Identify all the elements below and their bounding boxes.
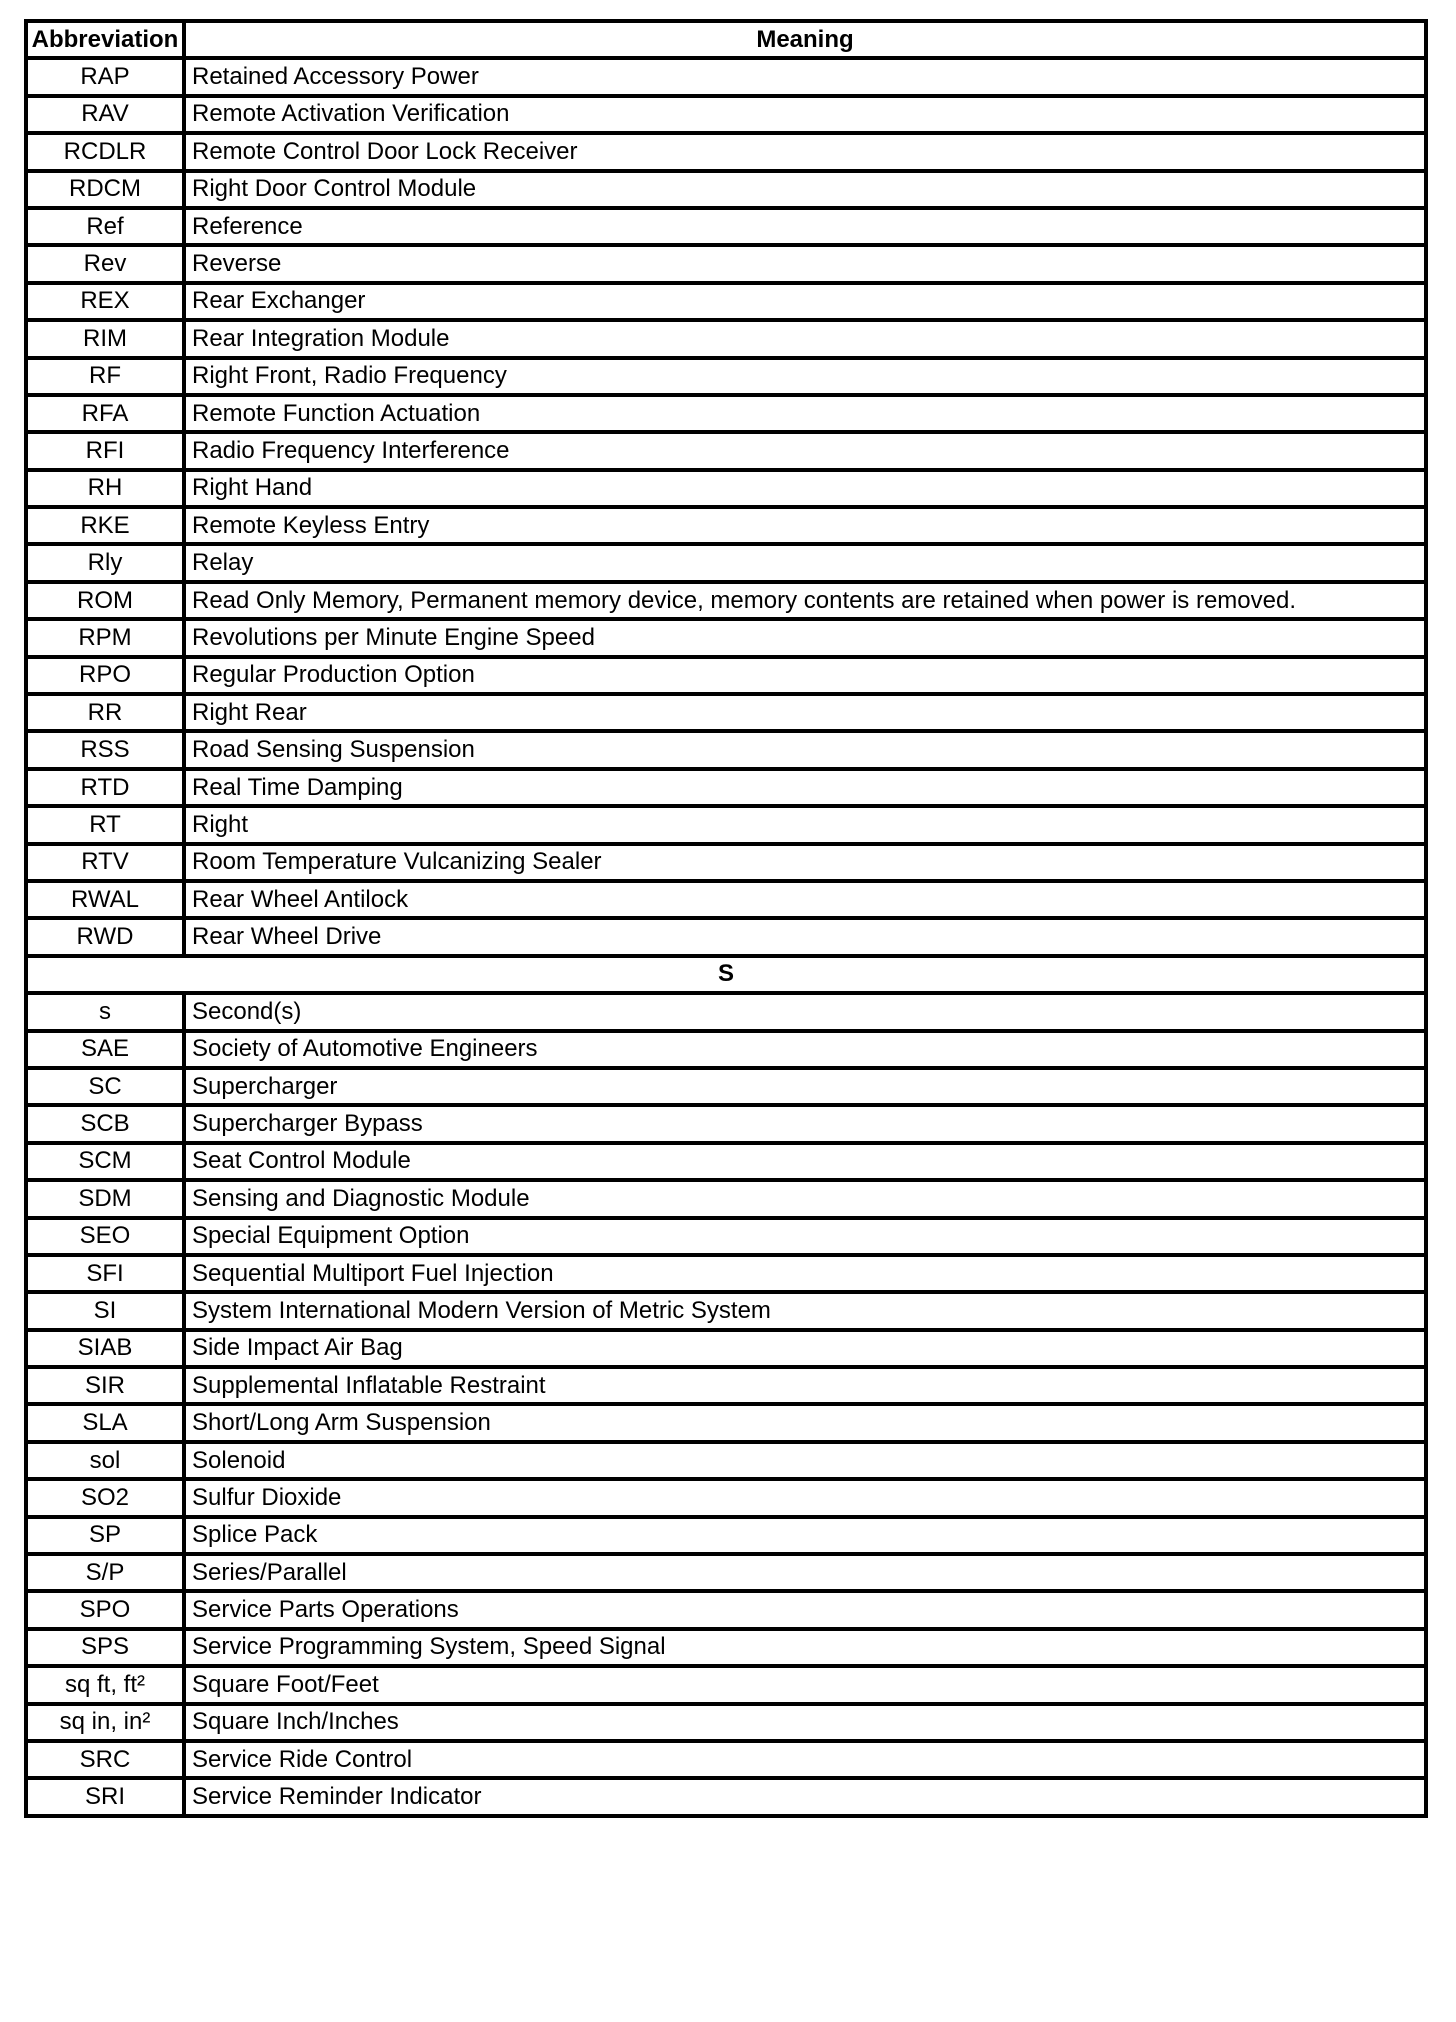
table-row [26,1517,1426,1554]
table-row [26,918,1426,955]
meaning-cell: Remote Function Actuation [184,395,1426,432]
meaning-cell: Rear Wheel Antilock [184,881,1426,918]
meaning-cell: Square Inch/Inches [184,1704,1426,1741]
table-row [26,582,1426,619]
table-row [26,844,1426,881]
meaning-cell: System International Modern Version of Metric System [184,1292,1426,1329]
meaning-cell: Right Door Control Module [184,171,1426,208]
abbreviation-cell: s [26,993,184,1030]
meaning-cell: Reverse [184,245,1426,282]
abbreviation-cell: RFA [26,395,184,432]
abbreviation-cell: REX [26,283,184,320]
meaning-cell: Society of Automotive Engineers [184,1031,1426,1068]
abbreviation-cell: Rev [26,245,184,282]
abbreviation-cell: RDCM [26,171,184,208]
section-header-s: S [26,956,1426,993]
table-row [26,769,1426,806]
abbreviation-cell: RR [26,694,184,731]
table-row [26,133,1426,170]
meaning-cell: Special Equipment Option [184,1218,1426,1255]
meaning-cell: Remote Keyless Entry [184,507,1426,544]
meaning-cell: Remote Control Door Lock Receiver [184,133,1426,170]
table-row [26,358,1426,395]
abbreviation-cell: SP [26,1517,184,1554]
meaning-cell: Radio Frequency Interference [184,432,1426,469]
table-row [26,694,1426,731]
table-row [26,1778,1426,1815]
abbreviation-cell: Ref [26,208,184,245]
abbreviation-cell: SEO [26,1218,184,1255]
table-row [26,395,1426,432]
table-row [26,1218,1426,1255]
table-row [26,283,1426,320]
abbreviation-cell: RTD [26,769,184,806]
table-row [26,1629,1426,1666]
abbreviation-cell: RAV [26,96,184,133]
table-row [26,1068,1426,1105]
table-row [26,1741,1426,1778]
abbreviation-cell: SC [26,1068,184,1105]
meaning-cell: Road Sensing Suspension [184,731,1426,768]
abbreviation-cell: SIAB [26,1330,184,1367]
meaning-cell: Service Programming System, Speed Signal [184,1629,1426,1666]
meaning-cell: Read Only Memory, Permanent memory device, memory contents are retained when power is removed. [184,582,1426,619]
table-row [26,1031,1426,1068]
abbreviation-cell: SCB [26,1105,184,1142]
abbreviation-cell: SFI [26,1255,184,1292]
table-row [26,1180,1426,1217]
meaning-cell: Sensing and Diagnostic Module [184,1180,1426,1217]
meaning-cell: Retained Accessory Power [184,58,1426,95]
table-row [26,881,1426,918]
table-header-row [26,21,1426,58]
abbreviation-column-header: Abbreviation [26,21,184,58]
meaning-cell: Second(s) [184,993,1426,1030]
table-row [26,1591,1426,1628]
abbreviation-cell: RPO [26,657,184,694]
abbreviation-cell: RFI [26,432,184,469]
meaning-cell: Solenoid [184,1442,1426,1479]
abbreviation-cell: SRI [26,1778,184,1815]
abbreviation-cell: RTV [26,844,184,881]
meaning-cell: Splice Pack [184,1517,1426,1554]
abbreviation-cell: RKE [26,507,184,544]
abbreviation-cell: sq ft, ft² [26,1666,184,1703]
abbreviation-cell: RF [26,358,184,395]
meaning-cell: Room Temperature Vulcanizing Sealer [184,844,1426,881]
table-row [26,171,1426,208]
meaning-cell: Right Rear [184,694,1426,731]
abbreviation-cell: Rly [26,544,184,581]
section-header-row [26,956,1426,993]
meaning-cell: Supercharger Bypass [184,1105,1426,1142]
table-row [26,544,1426,581]
table-row [26,1442,1426,1479]
abbreviation-cell: RH [26,470,184,507]
abbreviation-cell: SAE [26,1031,184,1068]
abbreviation-cell: SI [26,1292,184,1329]
abbreviation-cell: SCM [26,1143,184,1180]
abbreviation-cell: ROM [26,582,184,619]
meaning-cell: Reference [184,208,1426,245]
table-row [26,1367,1426,1404]
table-row [26,619,1426,656]
meaning-cell: Rear Exchanger [184,283,1426,320]
abbreviation-cell: RIM [26,320,184,357]
meaning-cell: Service Parts Operations [184,1591,1426,1628]
table-row [26,1292,1426,1329]
table-row [26,58,1426,95]
meaning-cell: Remote Activation Verification [184,96,1426,133]
abbreviation-cell: RSS [26,731,184,768]
table-row [26,1704,1426,1741]
meaning-cell: Supercharger [184,1068,1426,1105]
abbreviation-cell: RAP [26,58,184,95]
abbreviation-cell: SIR [26,1367,184,1404]
table-row [26,507,1426,544]
abbreviation-table [24,19,1428,1818]
meaning-cell: Sulfur Dioxide [184,1479,1426,1516]
abbreviation-cell: S/P [26,1554,184,1591]
meaning-cell: Real Time Damping [184,769,1426,806]
meaning-cell: Service Reminder Indicator [184,1778,1426,1815]
meaning-cell: Series/Parallel [184,1554,1426,1591]
abbreviation-cell: SO2 [26,1479,184,1516]
table-row [26,1105,1426,1142]
table-row [26,208,1426,245]
table-row [26,657,1426,694]
meaning-cell: Right [184,806,1426,843]
meaning-cell: Square Foot/Feet [184,1666,1426,1703]
meaning-cell: Relay [184,544,1426,581]
meaning-cell: Revolutions per Minute Engine Speed [184,619,1426,656]
abbreviation-cell: sol [26,1442,184,1479]
abbreviation-cell: RT [26,806,184,843]
abbreviation-cell: RWAL [26,881,184,918]
abbreviation-cell: SDM [26,1180,184,1217]
meaning-cell: Rear Integration Module [184,320,1426,357]
table-row [26,245,1426,282]
meaning-cell: Seat Control Module [184,1143,1426,1180]
meaning-cell: Right Hand [184,470,1426,507]
meaning-cell: Rear Wheel Drive [184,918,1426,955]
table-row [26,1554,1426,1591]
table-row [26,1143,1426,1180]
meaning-cell: Side Impact Air Bag [184,1330,1426,1367]
table-row [26,320,1426,357]
abbreviation-cell: SRC [26,1741,184,1778]
table-row [26,96,1426,133]
table-row [26,432,1426,469]
table-row [26,1330,1426,1367]
table-row [26,993,1426,1030]
abbreviation-cell: RPM [26,619,184,656]
meaning-cell: Sequential Multiport Fuel Injection [184,1255,1426,1292]
abbreviation-cell: sq in, in² [26,1704,184,1741]
meaning-cell: Regular Production Option [184,657,1426,694]
table-row [26,1479,1426,1516]
table-row [26,1404,1426,1441]
meaning-column-header: Meaning [184,21,1426,58]
abbreviation-cell: SPS [26,1629,184,1666]
meaning-cell: Right Front, Radio Frequency [184,358,1426,395]
table-row [26,731,1426,768]
table-row [26,806,1426,843]
abbreviation-cell: SPO [26,1591,184,1628]
meaning-cell: Service Ride Control [184,1741,1426,1778]
table-row [26,1666,1426,1703]
table-body [26,58,1426,1815]
abbreviation-cell: RCDLR [26,133,184,170]
abbreviation-cell: SLA [26,1404,184,1441]
table-row [26,470,1426,507]
meaning-cell: Supplemental Inflatable Restraint [184,1367,1426,1404]
table-row [26,1255,1426,1292]
meaning-cell: Short/Long Arm Suspension [184,1404,1426,1441]
abbreviation-cell: RWD [26,918,184,955]
